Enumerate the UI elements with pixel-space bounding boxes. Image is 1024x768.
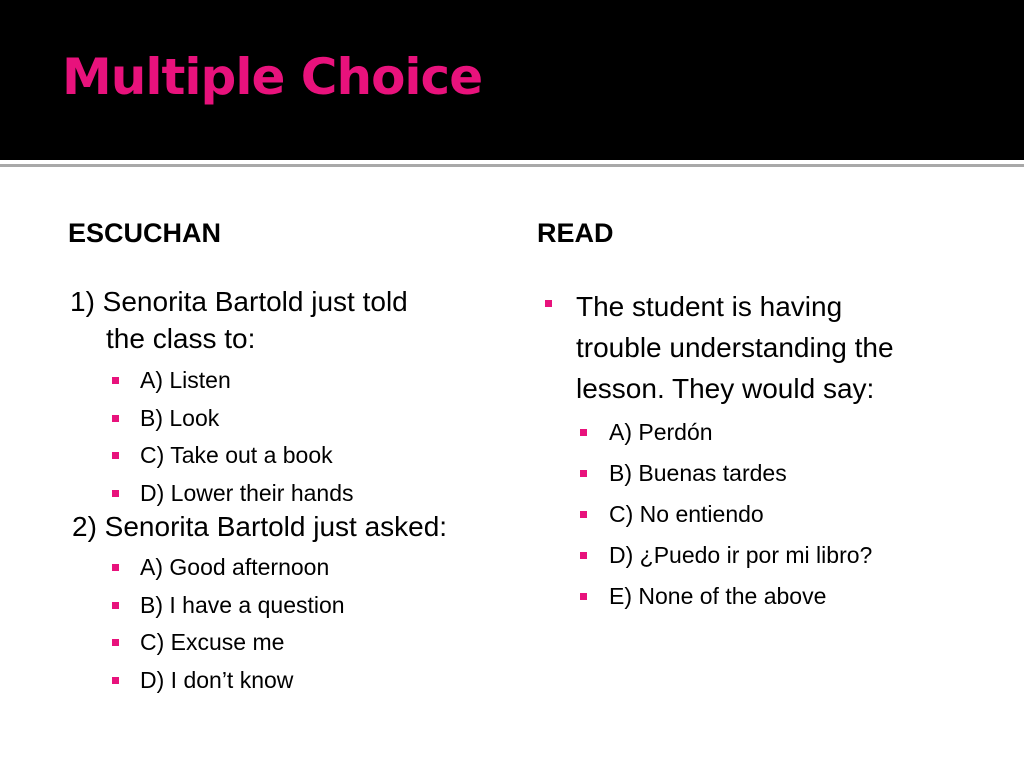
list-item: A) Listen — [140, 365, 354, 403]
bullet-square-icon — [580, 511, 587, 518]
question-1-line-1: 1) Senorita Bartold just told — [70, 286, 408, 317]
list-item: E) None of the above — [609, 580, 872, 621]
bullet-square-icon — [580, 470, 587, 477]
bullet-square-icon — [112, 452, 119, 459]
bullet-square-icon — [112, 602, 119, 609]
bullet-square-icon — [112, 677, 119, 684]
bullet-square-icon — [580, 593, 587, 600]
list-item: D) ¿Puedo ir por mi libro? — [609, 539, 872, 580]
title-divider-gray — [0, 164, 1024, 167]
bullet-square-icon — [112, 415, 119, 422]
question-2-line-1: 2) Senorita Bartold just asked: — [72, 511, 448, 542]
list-item: C) Take out a book — [140, 440, 354, 478]
question-1-text — [70, 283, 408, 357]
right-heading: READ — [537, 218, 614, 248]
list-item: A) Good afternoon — [140, 552, 345, 590]
list-item: B) Look — [140, 403, 354, 441]
list-item: C) Excuse me — [140, 627, 345, 665]
prompt-line-3: lesson. They would say: — [576, 373, 875, 404]
bullet-square-icon — [112, 377, 119, 384]
list-item: B) I have a question — [140, 590, 345, 628]
slide-title: Multiple Choice — [62, 48, 483, 106]
prompt-line-2: trouble understanding the — [576, 332, 894, 363]
read-options — [609, 416, 872, 621]
list-item: D) I don’t know — [140, 665, 345, 703]
bullet-square-icon — [112, 564, 119, 571]
left-heading: ESCUCHAN — [68, 218, 222, 248]
bullet-square-icon — [580, 429, 587, 436]
bullet-square-icon — [545, 300, 552, 307]
question-1-line-2: the class to: — [106, 323, 256, 354]
read-prompt — [576, 286, 976, 409]
question-2-text — [72, 508, 447, 545]
question-1-options — [140, 365, 354, 515]
bullet-square-icon — [112, 639, 119, 646]
bullet-square-icon — [112, 490, 119, 497]
list-item: A) Perdón — [609, 416, 872, 457]
bullet-square-icon — [580, 552, 587, 559]
prompt-line-1: The student is having — [576, 291, 843, 322]
question-2-options — [140, 552, 345, 702]
list-item: D) Lower their hands — [140, 478, 354, 516]
list-item: C) No entiendo — [609, 498, 872, 539]
list-item: B) Buenas tardes — [609, 457, 872, 498]
